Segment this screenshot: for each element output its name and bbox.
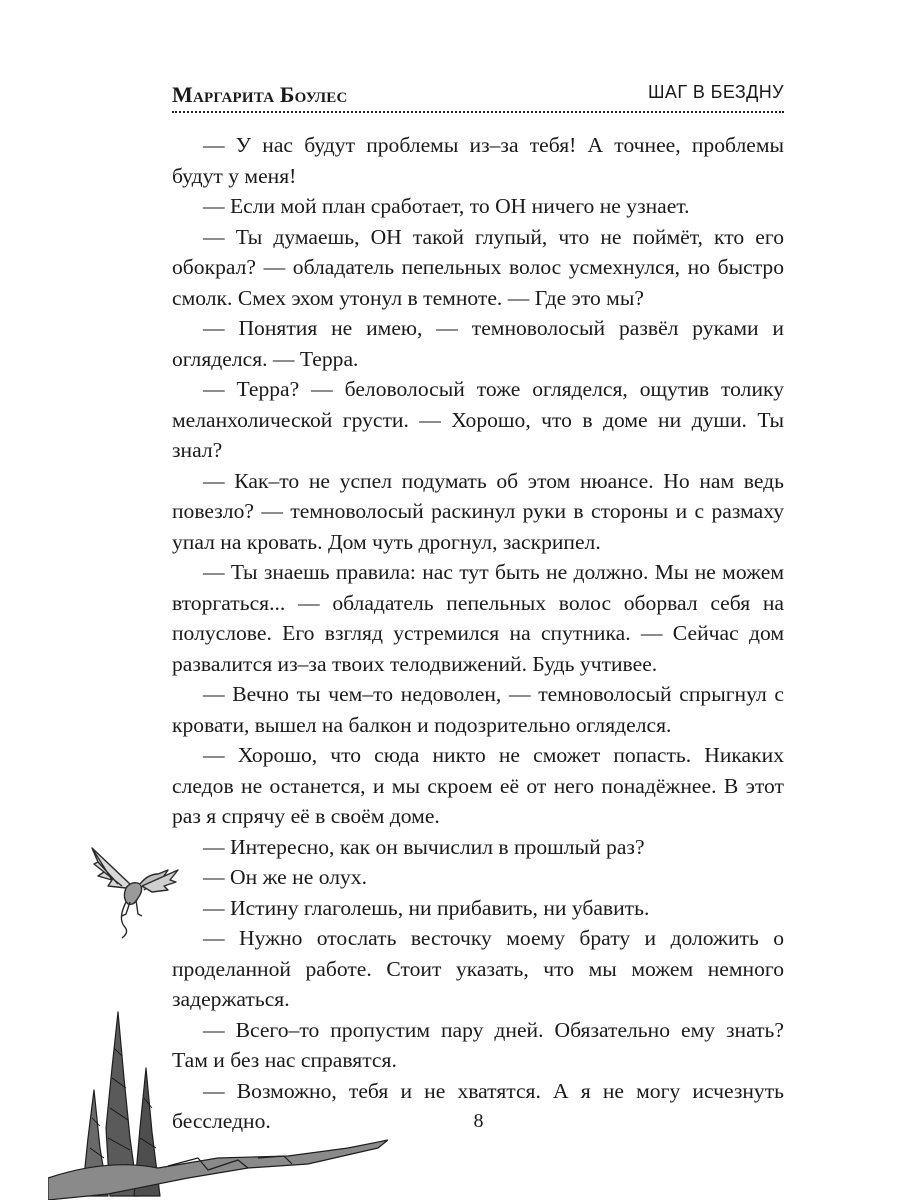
paragraph: — Вечно ты чем–то недоволен, — темноволосый спрыгнул с кровати, вышел на балкон и подозрительно огляделся. bbox=[172, 682, 784, 737]
paragraph: — Ты думаешь, ОН такой глупый, что не поймёт, кто его обокрал? — обладатель пепельных волос усмехнулся, но быстро смолк. Смех эхом утонул в темноте. — Где это мы? bbox=[172, 224, 784, 310]
page-body bbox=[172, 130, 784, 1137]
paragraph: — Истину глаголешь, ни прибавить, ни убавить. bbox=[203, 895, 650, 920]
paragraph: — Если мой план сработает, то ОН ничего не узнает. bbox=[203, 194, 690, 218]
paragraph: — Ты знаешь правила: нас тут быть не должно. Мы не можем вторгаться... — обладатель пепельных волос оборвал себя на полуслове. Его взгляд устремился на спутника. — Сейчас дом развалится из–за твоих телодвижений. Будь учтивее. bbox=[172, 560, 784, 676]
rock-spires-illustration bbox=[48, 1008, 388, 1200]
paragraph: — Терра? — беловолосый тоже огляделся, ощутив толику меланхолической грусти. — Хорошо, что в доме ни души. Ты знал? bbox=[172, 377, 784, 462]
book-title: ШАГ В БЕЗДНУ bbox=[648, 82, 784, 102]
header-divider bbox=[172, 111, 784, 113]
paragraph: — Нужно отослать весточку моему брату и доложить о проделанной работе. Стоит указать, что мы можем немного задержаться. bbox=[172, 926, 784, 1011]
paragraph: — Как–то не успел подумать об этом нюансе. Но нам ведь повезло? — темноволосый раскинул руки в стороны и с размаху упал на кровать. Дом чуть дрогнул, заскрипел. bbox=[172, 468, 784, 554]
paragraph: — Возможно, тебя и не хватятся. А я не могу исчезнуть бесследно. bbox=[172, 1078, 784, 1133]
paragraph: — Интересно, как он вычислил в прошлый раз? bbox=[203, 834, 645, 859]
running-header bbox=[172, 80, 784, 108]
paragraph: — Хорошо, что сюда никто не сможет попасть. Никаких следов не останется, и мы скроем её от него понадёжнее. В этот раз я спрячу её в своём доме. bbox=[172, 743, 784, 828]
page-number: 8 bbox=[473, 1110, 484, 1132]
paragraph: — У нас будут проблемы из–за тебя! А точнее, проблемы будут у меня! bbox=[172, 133, 784, 188]
dragon-illustration bbox=[82, 840, 182, 940]
paragraph: — Понятия не имею, — темноволосый развёл руками и огляделся. — Терра. bbox=[172, 316, 784, 371]
paragraph: — Всего–то пропустим пару дней. Обязательно ему знать? Там и без нас справятся. bbox=[172, 1017, 784, 1072]
author-name: Маргарита Боулес bbox=[172, 82, 348, 107]
paragraph: — Он же не олух. bbox=[203, 865, 367, 889]
